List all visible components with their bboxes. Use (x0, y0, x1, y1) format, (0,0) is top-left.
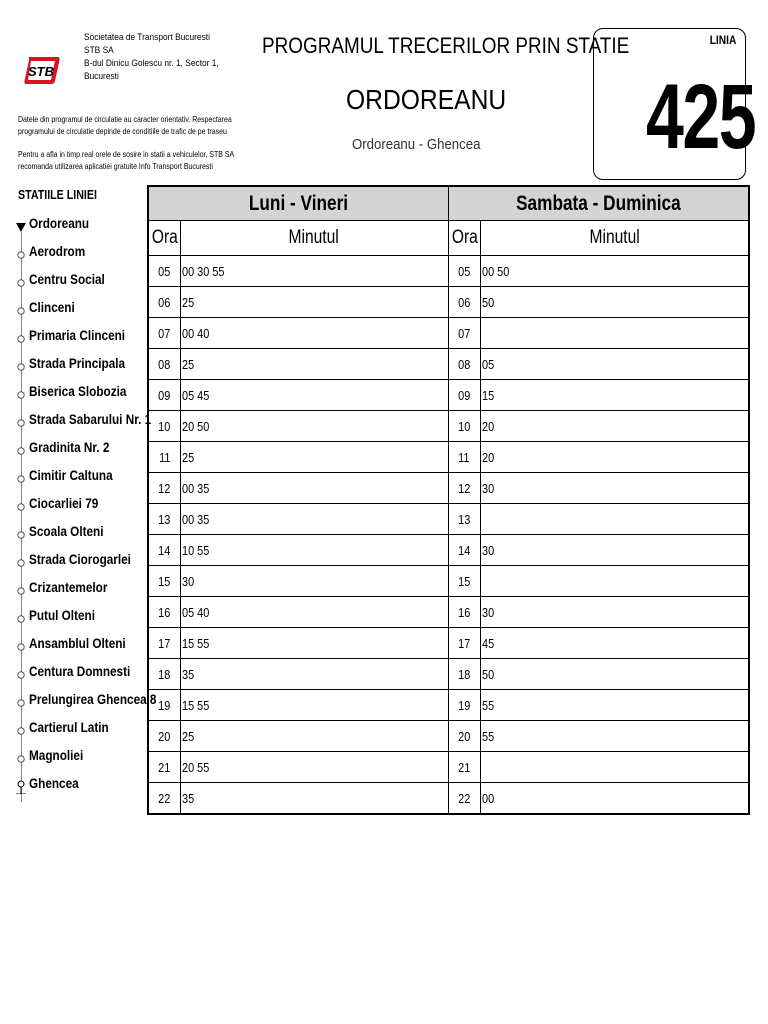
weekend-minutes-cell-text: 30 (481, 480, 494, 496)
stb-logo (22, 53, 62, 87)
station-name-label: Prelungirea Ghencea 8 (29, 691, 157, 707)
weekday-minutes-cell-text: 00 40 (181, 325, 209, 341)
table-row (148, 597, 749, 628)
station-stop-icon (14, 556, 28, 570)
weekend-minutes-cell (480, 628, 749, 659)
weekday-hour-cell-text: 05 (158, 263, 171, 279)
station-stop-icon (14, 752, 28, 766)
station-name-label: Ansamblul Olteni (29, 635, 126, 651)
station-name-label: Strada Sabarului Nr. 1 (29, 411, 152, 427)
table-row (148, 380, 749, 411)
weekend-hour-cell (448, 783, 480, 815)
weekend-minutes-cell (480, 442, 749, 473)
station-item (14, 520, 150, 548)
weekday-hour-cell-text: 20 (158, 728, 171, 744)
weekday-hour-cell (148, 318, 180, 349)
station-name-label: Gradinita Nr. 2 (29, 439, 110, 455)
weekday-hour-cell-text: 14 (158, 542, 171, 558)
weekend-hour-cell (448, 690, 480, 721)
station-name-label: Magnoliei (29, 747, 84, 763)
weekday-hour-cell (148, 349, 180, 380)
weekday-minutes-cell-text: 25 (181, 449, 194, 465)
station-name-label: Biserica Slobozia (29, 383, 127, 399)
weekday-minutes-cell (180, 256, 448, 287)
weekend-minutes-cell (480, 783, 749, 815)
weekend-hour-cell (448, 659, 480, 690)
weekend-minutes-cell-text: 20 (481, 418, 494, 434)
table-row (148, 442, 749, 473)
weekend-hour-cell-text: 13 (457, 511, 471, 527)
station-stop-icon (14, 584, 28, 598)
table-row (148, 473, 749, 504)
station-name-label: Cartierul Latin (29, 719, 109, 735)
table-row (148, 535, 749, 566)
weekday-hour-cell (148, 628, 180, 659)
company-city: Bucuresti (84, 71, 119, 82)
table-row (148, 659, 749, 690)
weekend-hour-cell-text: 20 (457, 728, 471, 744)
weekend-hour-header (448, 221, 480, 256)
weekday-hour-cell (148, 380, 180, 411)
weekday-minutes-cell-text: 25 (181, 356, 194, 372)
weekday-minutes-cell-text: 10 55 (181, 542, 209, 558)
weekend-hour-cell-text: 21 (457, 759, 471, 775)
weekend-hour-cell (448, 318, 480, 349)
weekend-minutes-cell-text: 05 (481, 356, 494, 372)
weekday-minutes-cell-text: 25 (181, 728, 194, 744)
disclaimer-line: Datele din programul de circulatie au caracter orientativ. Respectarea (18, 114, 232, 124)
timetable (147, 185, 750, 815)
station-stop-icon (14, 388, 28, 402)
weekend-hour-cell-text: 07 (457, 325, 471, 341)
weekend-minutes-cell (480, 256, 749, 287)
weekend-hour-cell-text: 22 (457, 790, 471, 806)
hour-header-label: Ora (151, 227, 178, 248)
weekend-minutes-cell-text: 45 (481, 635, 494, 651)
weekend-minutes-cell (480, 752, 749, 783)
table-row (148, 566, 749, 597)
weekday-minutes-cell (180, 597, 448, 628)
station-item (14, 548, 150, 576)
weekday-minutes-cell (180, 535, 448, 566)
weekday-hour-cell (148, 752, 180, 783)
weekday-hour-cell (148, 721, 180, 752)
station-item (14, 324, 150, 352)
recommendation-line: recomanda utilizarea aplicatiei gratuite Info Transport Bucuresti (18, 160, 213, 171)
station-stop-icon (14, 500, 28, 514)
weekend-minutes-cell (480, 535, 749, 566)
weekend-header (448, 186, 749, 221)
station-stop-icon (14, 360, 28, 374)
weekday-minutes-cell (180, 752, 448, 783)
weekend-minutes-cell (480, 473, 749, 504)
weekday-minutes-cell (180, 566, 448, 597)
weekday-minutes-cell (180, 721, 448, 752)
weekday-hour-cell (148, 659, 180, 690)
weekday-hour-cell-text: 13 (158, 511, 171, 527)
weekday-hour-cell (148, 597, 180, 628)
company-address: B-dul Dinicu Golescu nr. 1, Sector 1, (84, 58, 219, 69)
weekday-hour-cell-text: 11 (158, 449, 170, 465)
weekend-minutes-cell (480, 597, 749, 628)
station-item (14, 604, 150, 632)
weekday-minutes-cell (180, 380, 448, 411)
line-number: 425 (646, 66, 756, 168)
weekday-minutes-cell-text: 30 (181, 573, 194, 589)
weekday-minutes-cell (180, 349, 448, 380)
station-item (14, 772, 150, 800)
weekend-minutes-cell-text: 00 (481, 790, 494, 806)
station-item (14, 744, 150, 772)
station-name-label: Cimitir Caltuna (29, 467, 113, 483)
weekend-hour-cell-text: 06 (457, 294, 471, 310)
disclaimer-note (18, 114, 232, 137)
disclaimer-line: programului de circulatie depinde de conditiile de trafic de pe traseu (18, 125, 227, 136)
company-info (84, 31, 219, 83)
table-row (148, 287, 749, 318)
station-item (14, 240, 150, 268)
weekday-hour-cell (148, 442, 180, 473)
station-item (14, 632, 150, 660)
station-name-label: Strada Principala (29, 355, 126, 371)
line-number-box (593, 28, 756, 180)
station-stop-icon (14, 304, 28, 318)
station-item (14, 660, 150, 688)
weekend-minutes-cell (480, 504, 749, 535)
station-name-label: Centura Domnesti (29, 663, 131, 679)
weekend-hour-cell (448, 597, 480, 628)
station-list (14, 215, 157, 818)
weekday-hour-cell (148, 566, 180, 597)
weekday-minutes-cell-text: 15 55 (181, 697, 209, 713)
weekend-minutes-cell (480, 566, 749, 597)
station-name-label: Strada Ciorogarlei (29, 551, 131, 567)
company-short: STB SA (84, 45, 114, 56)
weekend-minutes-cell-text: 30 (481, 542, 494, 558)
weekday-minutes-cell (180, 659, 448, 690)
station-stop-icon (14, 276, 28, 290)
minute-header-label: Minutul (288, 227, 340, 248)
app-recommendation-note (18, 149, 234, 172)
station-item (14, 408, 150, 436)
line-label: LINIA (709, 33, 736, 47)
weekend-minutes-cell-text: 50 (481, 294, 494, 310)
weekday-hour-cell (148, 690, 180, 721)
weekday-hour-cell-text: 10 (158, 418, 171, 434)
station-name-label: Ordoreanu (29, 215, 90, 231)
station-name-label: Aerodrom (29, 243, 86, 259)
station-item (14, 716, 150, 744)
weekend-hour-cell-text: 19 (457, 697, 471, 713)
weekday-hour-cell-text: 06 (158, 294, 171, 310)
weekend-hour-cell-text: 05 (457, 263, 471, 279)
station-stop-icon (14, 724, 28, 738)
station-stop-icon (14, 640, 28, 654)
weekday-hour-cell-text: 22 (158, 790, 171, 806)
weekend-hour-cell (448, 349, 480, 380)
page-title: PROGRAMUL TRECERILOR PRIN STATIE (262, 33, 630, 58)
station-stop-icon (14, 696, 28, 710)
weekend-minutes-cell-text: 50 (481, 666, 494, 682)
weekend-minutes-cell (480, 287, 749, 318)
weekday-hour-cell-text: 16 (158, 604, 171, 620)
table-row (148, 628, 749, 659)
weekday-minutes-cell (180, 318, 448, 349)
weekend-hour-cell (448, 411, 480, 442)
table-row (148, 721, 749, 752)
station-name-label: Primaria Clinceni (29, 327, 126, 343)
station-name-label: Crizantemelor (29, 579, 108, 595)
station-name: ORDOREANU (346, 84, 507, 115)
weekday-hour-cell-text: 12 (158, 480, 171, 496)
weekday-minutes-cell (180, 473, 448, 504)
weekday-hour-cell-text: 21 (158, 759, 171, 775)
station-item (14, 464, 150, 492)
weekday-hour-cell-text: 07 (158, 325, 171, 341)
station-name-label: Scoala Olteni (29, 523, 104, 539)
table-row (148, 318, 749, 349)
weekday-minute-header (180, 221, 448, 256)
terminus-marker-icon (14, 780, 28, 794)
weekday-hour-cell (148, 783, 180, 815)
weekend-minutes-cell (480, 659, 749, 690)
station-item (14, 268, 150, 296)
route-name: Ordoreanu - Ghencea (352, 136, 481, 153)
weekday-hour-header (148, 221, 180, 256)
weekday-minutes-cell-text: 05 45 (181, 387, 209, 403)
station-stop-icon (14, 472, 28, 486)
station-stop-icon (14, 332, 28, 346)
weekend-minutes-cell-text: 15 (481, 387, 494, 403)
table-row (148, 349, 749, 380)
weekday-hour-cell-text: 15 (158, 573, 171, 589)
stations-heading: STATIILE LINIEI (18, 187, 97, 202)
station-item (14, 688, 157, 716)
weekday-hour-cell (148, 504, 180, 535)
weekend-minutes-cell-text: 55 (481, 728, 494, 744)
weekend-minutes-cell-text: 30 (481, 604, 494, 620)
weekend-hour-cell (448, 628, 480, 659)
table-row (148, 504, 749, 535)
weekend-minutes-cell (480, 380, 749, 411)
station-name-label: Clinceni (29, 299, 75, 315)
weekday-minutes-cell-text: 00 35 (181, 511, 209, 527)
weekend-hour-cell (448, 721, 480, 752)
weekend-minutes-cell (480, 318, 749, 349)
weekend-hour-cell (448, 256, 480, 287)
weekend-minute-header (480, 221, 749, 256)
weekday-minutes-cell (180, 411, 448, 442)
weekend-hour-cell (448, 535, 480, 566)
weekday-minutes-cell-text: 00 30 55 (181, 263, 225, 279)
weekend-hour-cell-text: 09 (457, 387, 471, 403)
weekend-label: Sambata - Duminica (515, 191, 681, 215)
station-name-label: Putul Olteni (29, 607, 95, 623)
weekday-hour-cell (148, 535, 180, 566)
station-item (14, 436, 150, 464)
weekday-minutes-cell (180, 628, 448, 659)
weekend-hour-cell-text: 16 (457, 604, 471, 620)
company-name: Societatea de Transport Bucuresti (84, 32, 210, 43)
weekend-hour-cell (448, 752, 480, 783)
weekday-minutes-cell-text: 05 40 (181, 604, 209, 620)
weekday-hour-cell-text: 08 (158, 356, 171, 372)
weekday-hour-cell-text: 09 (158, 387, 171, 403)
weekend-minutes-cell (480, 349, 749, 380)
current-station-marker-icon (14, 220, 28, 234)
hour-header-label: Ora (451, 227, 478, 248)
weekend-minutes-cell-text: 00 50 (481, 263, 509, 279)
station-stop-icon (14, 668, 28, 682)
weekend-hour-cell-text: 15 (457, 573, 471, 589)
station-stop-icon (14, 528, 28, 542)
weekday-minutes-cell-text: 15 55 (181, 635, 209, 651)
station-stop-icon (14, 248, 28, 262)
weekday-minutes-cell-text: 35 (181, 666, 194, 682)
weekday-minutes-cell (180, 690, 448, 721)
weekend-hour-cell (448, 287, 480, 318)
weekend-hour-cell-text: 18 (457, 666, 471, 682)
station-item (14, 492, 150, 520)
station-item (14, 352, 150, 380)
weekday-minutes-cell (180, 287, 448, 318)
weekend-hour-cell (448, 380, 480, 411)
weekday-minutes-cell-text: 20 55 (181, 759, 209, 775)
logo-text: STB (28, 64, 54, 79)
station-name-label: Ciocarliei 79 (29, 495, 99, 511)
weekday-hour-cell (148, 287, 180, 318)
weekend-hour-cell-text: 14 (457, 542, 471, 558)
weekday-minutes-cell (180, 504, 448, 535)
minute-header-label: Minutul (589, 227, 640, 248)
weekend-hour-cell (448, 442, 480, 473)
weekend-hour-cell-text: 10 (457, 418, 471, 434)
station-item (14, 212, 150, 240)
station-item (14, 296, 150, 324)
table-row (148, 752, 749, 783)
weekend-minutes-cell-text: 55 (481, 697, 494, 713)
weekend-minutes-cell-text: 20 (481, 449, 494, 465)
weekday-hour-cell (148, 473, 180, 504)
station-name-label: Centru Social (29, 271, 105, 287)
weekend-hour-cell (448, 566, 480, 597)
weekend-minutes-cell (480, 690, 749, 721)
table-row (148, 783, 749, 815)
weekday-header (148, 186, 448, 221)
station-item (14, 380, 150, 408)
weekday-hour-cell-text: 19 (158, 697, 171, 713)
table-row (148, 411, 749, 442)
weekday-minutes-cell (180, 783, 448, 815)
weekend-hour-cell-text: 17 (457, 635, 471, 651)
recommendation-line: Pentru a afla in timp real orele de sosire in statii a vehiculelor, STB SA (18, 149, 235, 159)
weekend-hour-cell-text: 08 (457, 356, 471, 372)
weekday-hour-cell (148, 411, 180, 442)
station-stop-icon (14, 444, 28, 458)
station-item (14, 576, 150, 604)
weekend-hour-cell (448, 473, 480, 504)
weekday-minutes-cell-text: 25 (181, 294, 194, 310)
weekend-hour-cell-text: 11 (458, 449, 470, 465)
weekday-hour-cell (148, 256, 180, 287)
station-name-label: Ghencea (29, 775, 79, 791)
weekday-hour-cell-text: 17 (158, 635, 171, 651)
weekday-label: Luni - Vineri (248, 191, 348, 215)
weekend-hour-cell (448, 504, 480, 535)
weekday-minutes-cell-text: 00 35 (181, 480, 209, 496)
table-row (148, 256, 749, 287)
station-stop-icon (14, 416, 28, 430)
weekday-minutes-cell-text: 35 (181, 790, 194, 806)
weekend-hour-cell-text: 12 (457, 480, 471, 496)
table-row (148, 690, 749, 721)
station-stop-icon (14, 612, 28, 626)
weekend-minutes-cell (480, 721, 749, 752)
weekday-minutes-cell-text: 20 50 (181, 418, 209, 434)
weekday-minutes-cell (180, 442, 448, 473)
weekday-hour-cell-text: 18 (158, 666, 171, 682)
weekend-minutes-cell (480, 411, 749, 442)
